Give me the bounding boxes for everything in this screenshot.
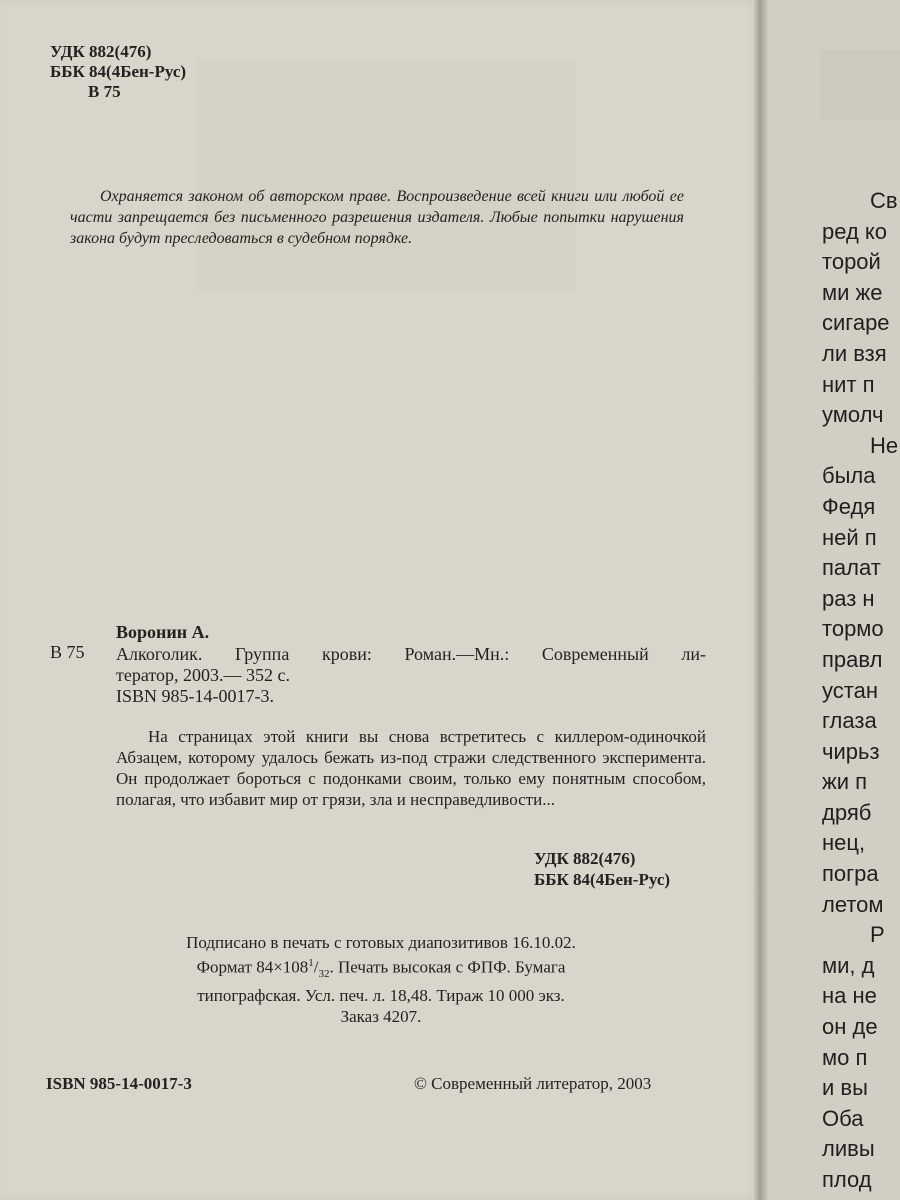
right-page-line: ливы	[822, 1136, 875, 1162]
right-page-line: ред ко	[822, 218, 888, 244]
format-denominator: 32	[318, 968, 330, 981]
isbn-bottom: ISBN 985-14-0017-3	[46, 1074, 192, 1093]
author-name: Воронин А.	[116, 622, 210, 642]
right-page-line: была	[822, 463, 876, 489]
right-page-line: правл	[822, 646, 883, 672]
author-sign: В 75	[88, 82, 121, 101]
classification-codes-right	[534, 848, 670, 890]
right-page-line: нит п	[822, 371, 875, 397]
right-page-line: плод	[822, 1167, 872, 1192]
right-page-line: и вы	[822, 1075, 868, 1101]
right-page-line: Оба	[822, 1105, 864, 1131]
format-numerator: 1	[308, 957, 314, 969]
right-page-line: летом	[822, 891, 884, 917]
classification-codes	[50, 42, 186, 102]
right-page-line: палат	[822, 555, 881, 581]
format-label: Формат 84×108	[196, 957, 309, 977]
right-page-line: Федя	[822, 493, 876, 519]
biblio-line-2: тератор, 2003.— 352 с.	[116, 665, 290, 685]
right-page-line: ли взя	[822, 340, 887, 366]
right-page-line: раз н	[822, 585, 875, 611]
right-page-line: ми же	[822, 279, 883, 305]
bibliographic-record	[116, 644, 706, 686]
right-page-line: глаза	[822, 708, 877, 734]
right-page-line: Св	[870, 188, 898, 213]
right-page-line: он де	[822, 1014, 878, 1040]
right-page-line: на не	[822, 983, 877, 1009]
imprint-line-3: типографская. Усл. печ. л. 18,48. Тираж 10 000 экз.	[197, 986, 565, 1006]
biblio-code: В 75	[50, 642, 85, 662]
imprint-line-4: Заказ 4207.	[340, 1007, 422, 1027]
right-page-line: Р	[870, 922, 885, 948]
annotation: На страницах этой книги вы снова встретитесь с киллером-одиночкой Абзацем, которому удалось бежать из-под стражи следственного эксперимента. Он продолжает бороться с подонками своим, только ему понятным способом, полагая, что избавит мир от грязи, зла и несправедливости...	[116, 727, 706, 809]
imprint-details	[116, 932, 646, 1027]
udk-code: УДК 882(476)	[50, 42, 152, 61]
show-through-right	[820, 50, 900, 120]
isbn: ISBN 985-14-0017-3.	[116, 686, 274, 706]
right-page-line: торой	[822, 249, 881, 275]
biblio-line-1: Алкоголик. Группа крови: Роман.—Мн.: Современный ли-	[116, 644, 706, 664]
format-rest: . Печать высокая с ФПФ. Бумага	[329, 957, 566, 977]
right-page-line: дряб	[822, 799, 872, 825]
right-page-line: нец,	[822, 830, 866, 856]
publisher-copyright: © Современный литератор, 2003	[414, 1074, 652, 1093]
udk-code-right: УДК 882(476)	[534, 849, 636, 868]
right-page-line: тормо	[822, 616, 884, 642]
bbk-code-right: ББК 84(4Бен-Рус)	[534, 870, 671, 889]
imprint-line-1: Подписано в печать с готовых диапозитивов 16.10.02.	[186, 933, 576, 952]
right-page-line: ми, д	[822, 952, 875, 978]
right-page-line: умолч	[822, 402, 884, 428]
right-page-line: погра	[822, 861, 879, 887]
show-through-cover-art	[196, 60, 576, 290]
imprint-line-2: Формат $84\times 108^1/_{32}$. Печать высокая с ФПФ. Бумага	[196, 957, 566, 981]
book-gutter	[752, 0, 768, 1200]
right-page-line: сигаре	[822, 310, 890, 336]
copyright-notice: Охраняется законом об авторском праве. Воспроизведение всей книги или любой ее части запрещается без письменного разрешения издателя. Любые попытки нарушения закона будут преследоваться в судебном порядке.	[70, 188, 684, 247]
right-page-line: жи п	[822, 769, 868, 795]
right-page-line: чирьз	[822, 738, 880, 764]
right-page-line: Не	[870, 432, 899, 458]
right-page-line: устан	[822, 677, 878, 703]
bbk-code: ББК 84(4Бен-Рус)	[50, 62, 187, 81]
right-page-line: ней п	[822, 524, 877, 550]
right-page-text	[822, 186, 898, 1196]
right-page-line: мо п	[822, 1044, 868, 1070]
